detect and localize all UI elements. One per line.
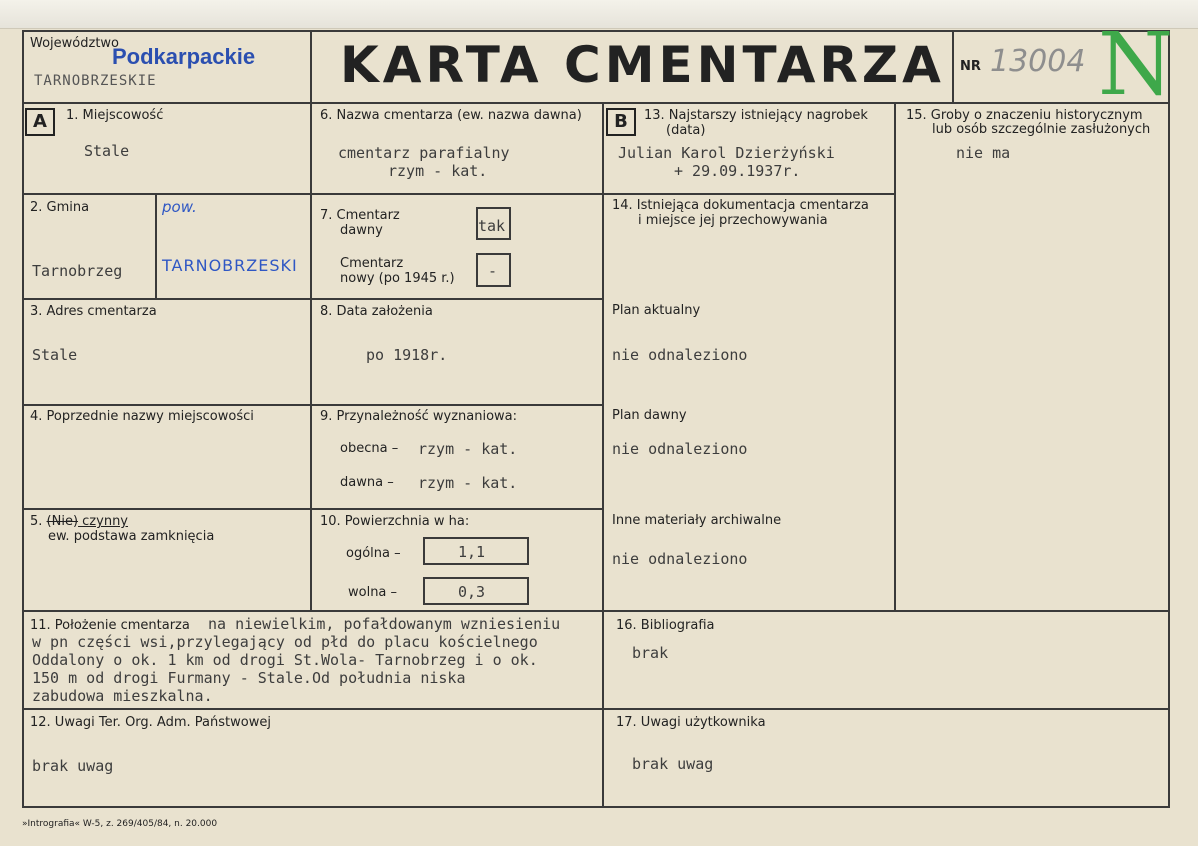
f9-dawna-value: rzym - kat. — [418, 474, 518, 492]
section-b-box: B — [606, 108, 636, 136]
f11-line4: 150 m od drogi Furmany - Stale.Od południa niska — [32, 669, 466, 687]
f15-label2: lub osób szczególnie zasłużonych — [932, 122, 1151, 137]
row-divider-main — [22, 610, 1170, 612]
f10-wolna-label: wolna – — [348, 585, 398, 600]
header-divider — [22, 102, 1170, 104]
nr-label: NR — [960, 59, 981, 74]
f10-label: 10. Powierzchnia w ha: — [320, 514, 470, 529]
f5-label — [30, 514, 128, 530]
row-divider-a3 — [22, 404, 602, 406]
f7-value-a: tak — [478, 217, 506, 235]
f8-value: po 1918r. — [366, 346, 448, 364]
row-divider-bottom — [22, 708, 1170, 710]
f14-label2: i miejsce jej przechowywania — [638, 213, 828, 228]
f12-label: 12. Uwagi Ter. Org. Adm. Państwowej — [30, 715, 271, 730]
section-a-box: A — [25, 108, 55, 136]
f2-label: 2. Gmina — [30, 200, 90, 215]
f17-value: brak uwag — [632, 755, 714, 773]
f10-ogolna-value: 1,1 — [458, 543, 486, 561]
f9-obecna-label: obecna – — [340, 441, 399, 456]
gmina-pow-divider — [155, 193, 157, 298]
f5-label-strike: (Nie) — [46, 514, 79, 529]
plan-dawny-value: nie odnaleziono — [612, 440, 748, 458]
row-divider-a1 — [22, 193, 602, 195]
f5-label-post: czynny — [78, 514, 128, 529]
f9-obecna-value: rzym - kat. — [418, 440, 518, 458]
wojewodztwo-label: Województwo — [30, 36, 120, 51]
f3-value: Stale — [32, 346, 78, 364]
plan-aktualny-label: Plan aktualny — [612, 303, 701, 318]
footer-print-info: »Intrografia« W-5, z. 269/405/84, n. 20.000 — [22, 819, 218, 829]
wojewodztwo-stamp: Podkarpackie — [112, 44, 256, 69]
f10-ogolna-label: ogólna – — [346, 546, 401, 561]
col-divider-1 — [310, 30, 312, 610]
f11-line5: zabudowa mieszkalna. — [32, 687, 213, 705]
f15-value: nie ma — [956, 144, 1011, 162]
f13-label2: (data) — [666, 123, 706, 138]
f2-pow-note: pow. — [162, 198, 197, 216]
f1-label: 1. Miejscowość — [66, 108, 164, 123]
f7-value-b: - — [488, 262, 498, 280]
f11-line2: w pn części wsi,przylegający od płd do placu kościelnego — [32, 633, 538, 651]
f15-label1: 15. Groby o znaczeniu historycznym — [906, 108, 1143, 123]
row-divider-a2 — [22, 298, 602, 300]
f4-label: 4. Poprzednie nazwy miejscowości — [30, 409, 254, 424]
f11-label: 11. Położenie cmentarza — [30, 618, 190, 633]
col-divider-3 — [894, 102, 896, 610]
row-divider-b1 — [602, 193, 894, 195]
f13-label1: 13. Najstarszy istniejący nagrobek — [644, 108, 868, 123]
f7-label-b2: nowy (po 1945 r.) — [340, 271, 455, 286]
inne-value: nie odnaleziono — [612, 550, 748, 568]
old-voivodeship: TARNOBRZESKIE — [34, 73, 157, 89]
f11-line3: Oddalony o ok. 1 km od drogi St.Wola- Tarnobrzeg i o ok. — [32, 651, 538, 669]
plan-aktualny-value: nie odnaleziono — [612, 346, 748, 364]
f14-label1: 14. Istniejąca dokumentacja cmentarza — [612, 198, 869, 213]
f3-label: 3. Adres cmentarza — [30, 304, 157, 319]
plan-dawny-label: Plan dawny — [612, 408, 687, 423]
f17-label: 17. Uwagi użytkownika — [616, 715, 766, 730]
f9-label: 9. Przynależność wyznaniowa: — [320, 409, 518, 424]
card-title: KARTA CMENTARZA — [340, 36, 945, 94]
f10-wolna-value: 0,3 — [458, 583, 486, 601]
col-divider-2 — [602, 102, 604, 808]
f6-label: 6. Nazwa cmentarza (ew. nazwa dawna) — [320, 108, 582, 123]
f11-line1: na niewielkim, pofałdowanym wzniesieniu — [208, 615, 561, 633]
row-divider-a4 — [22, 508, 602, 510]
f7-label-a1: 7. Cmentarz — [320, 208, 400, 223]
f12-value: brak uwag — [32, 757, 114, 775]
f8-label: 8. Data założenia — [320, 304, 433, 319]
f9-dawna-label: dawna – — [340, 475, 394, 490]
f6-value1: cmentarz parafialny — [338, 144, 510, 162]
f7-label-b1: Cmentarz — [340, 256, 404, 271]
f5-label-pre: 5. — [30, 514, 47, 529]
adhesive-tape-strip — [0, 0, 1198, 29]
header-nr-divider — [952, 30, 954, 102]
f16-value: brak — [632, 644, 669, 662]
f7-label-a2: dawny — [340, 223, 383, 238]
f16-label: 16. Bibliografia — [616, 618, 715, 633]
f2-value: Tarnobrzeg — [32, 262, 123, 280]
f6-value2: rzym - kat. — [388, 162, 488, 180]
nr-value: 13004 — [990, 44, 1086, 79]
f13-value2: + 29.09.1937r. — [674, 162, 801, 180]
f2-pow-value: TARNOBRZESKI — [162, 256, 298, 275]
marker-letter: N — [1098, 15, 1174, 115]
inne-label: Inne materiały archiwalne — [612, 513, 782, 528]
f5-label2: ew. podstawa zamknięcia — [48, 529, 215, 544]
f1-value: Stale — [84, 142, 130, 160]
f13-value1: Julian Karol Dzierżyński — [618, 144, 835, 162]
